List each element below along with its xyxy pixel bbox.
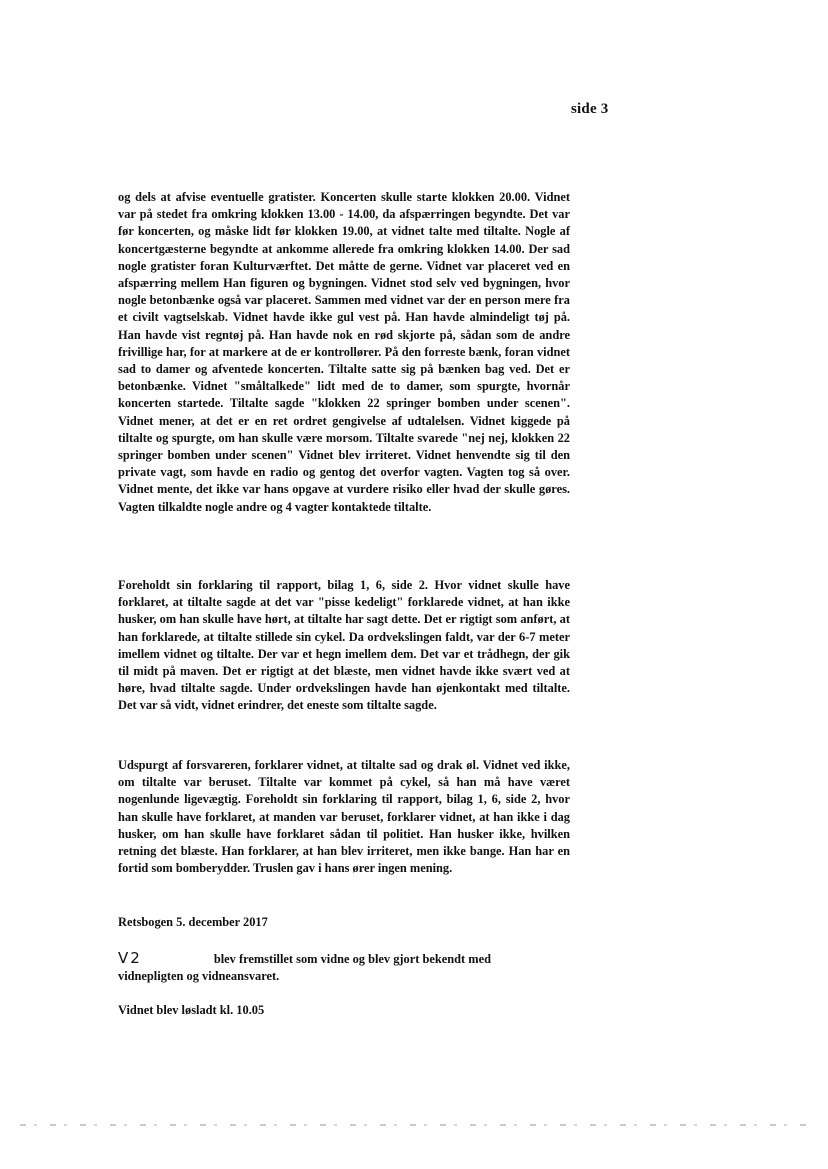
witness-text-line1: blev fremstillet som vidne og blev gjort bekendt med [213, 952, 491, 966]
witness-block [118, 950, 578, 985]
paragraph-prior-statement: Foreholdt sin forklaring til rapport, bilag 1, 6, side 2. Hvor vidnet skulle have forklaret, at tiltalte sagde at det var "pisse kedeligt" forklarede vidnet, at han ikke husker, om han skulle have hørt, at tiltalte har sagt dette. Det er rigtigt som anført, at han forklarede, at tiltalte stillede sin cykel. Da ordvekslingen faldt, var der 6-7 meter imellem vidnet og tiltalte. Der var et hegn imellem dem. Det var et trådhegn, der gik til midt på maven. Det er rigtigt at det blæste, men vidnet havde ikke svært ved at høre, hvad tiltalte sagde. Under ordvekslingen havde han øjenkontakt med tiltalte. Det var så vidt, vidnet erindrer, det eneste som tiltalte sagde. [118, 578, 570, 713]
released-line: Vidnet blev løsladt kl. 10.05 [118, 1003, 265, 1017]
page-number: side 3 [571, 101, 609, 117]
paragraph-witness-testimony: og dels at afvise eventuelle gratister. Koncerten skulle starte klokken 20.00. Vidnet var på stedet fra omkring klokken 13.00 - 14.00, da afspærringen begyndte. Det var før koncerten, og måske lidt før klokken 19.00, at vidnet talte med tiltalte. Nogle af koncertgæsterne begyndte at ankomme allerede fra omkring klokken 14.00. Der sad nogle gratister foran Kulturværftet. Det måtte de gerne. Vidnet var placeret ved en afspærring mellem Han figuren og bygningen. Vidnet stod selv ved bygningen, hvor nogle betonbænke også var placeret. Sammen med vidnet var der en person mere fra et civilt vagtselskab. Vidnet havde ikke gul vest på. Han havde almindeligt tøj på. Han havde vist regntøj på. Han havde nok en rød skjorte på, sådan som de andre frivillige har, for at markere at de er kontrollører. På den forreste bænk, foran vidnet sad to damer og afventede koncerten. Tiltalte satte sig på bænken bag ved. Det er betonbænke. Vidnet "småltalkede" lidt med de to damer, som spurgte, hvornår koncerten startede. Tiltalte sagde "klokken 22 springer bomben under scenen". Vidnet mener, at det er en ret ordret gengivelse af udtalelsen. Vidnet kiggede på tiltalte og spurgte, om han skulle være morsom. Tiltalte svarede "nej nej, klokken 22 springer bomben under scenen" Vidnet blev irriteret. Vidnet henvendte sig til den private vagt, som havde en radio og gentog det overfor vagten. Vagten tog så over. Vidnet mente, det ikke var hans opgave at vurdere risiko eller hvad der skulle gøres. Vagten tilkaldte nogle andre og 4 vagter kontaktede tiltalte. [118, 190, 570, 514]
paragraph-defense-questioning: Udspurgt af forsvareren, forklarer vidnet, at tiltalte sad og drak øl. Vidnet ved ikke, om tiltalte var beruset. Tiltalte var kommet på cykel, så han må have været nogenlunde ligevægtig. Foreholdt sin forklaring til rapport, bilag 1, 6, side 2, hvor han skulle have forklaret, at manden var beruset, forklarer vidnet, at han ikke i dag husker, om han skulle have forklaret sådan til politiet. Han husker ikke, hvilken retning det blæste. Han forklarer, at han blev irriteret, men ikke bange. Han har en fortid som bomberydder. Truslen gav i hans ører ingen mening. [118, 758, 570, 876]
witness-initials: V2 [118, 949, 142, 967]
court-record-date: Retsbogen 5. december 2017 [118, 915, 268, 929]
witness-text-line2: vidnepligten og vidneansvaret. [118, 969, 280, 983]
scan-artifact [20, 1124, 808, 1126]
